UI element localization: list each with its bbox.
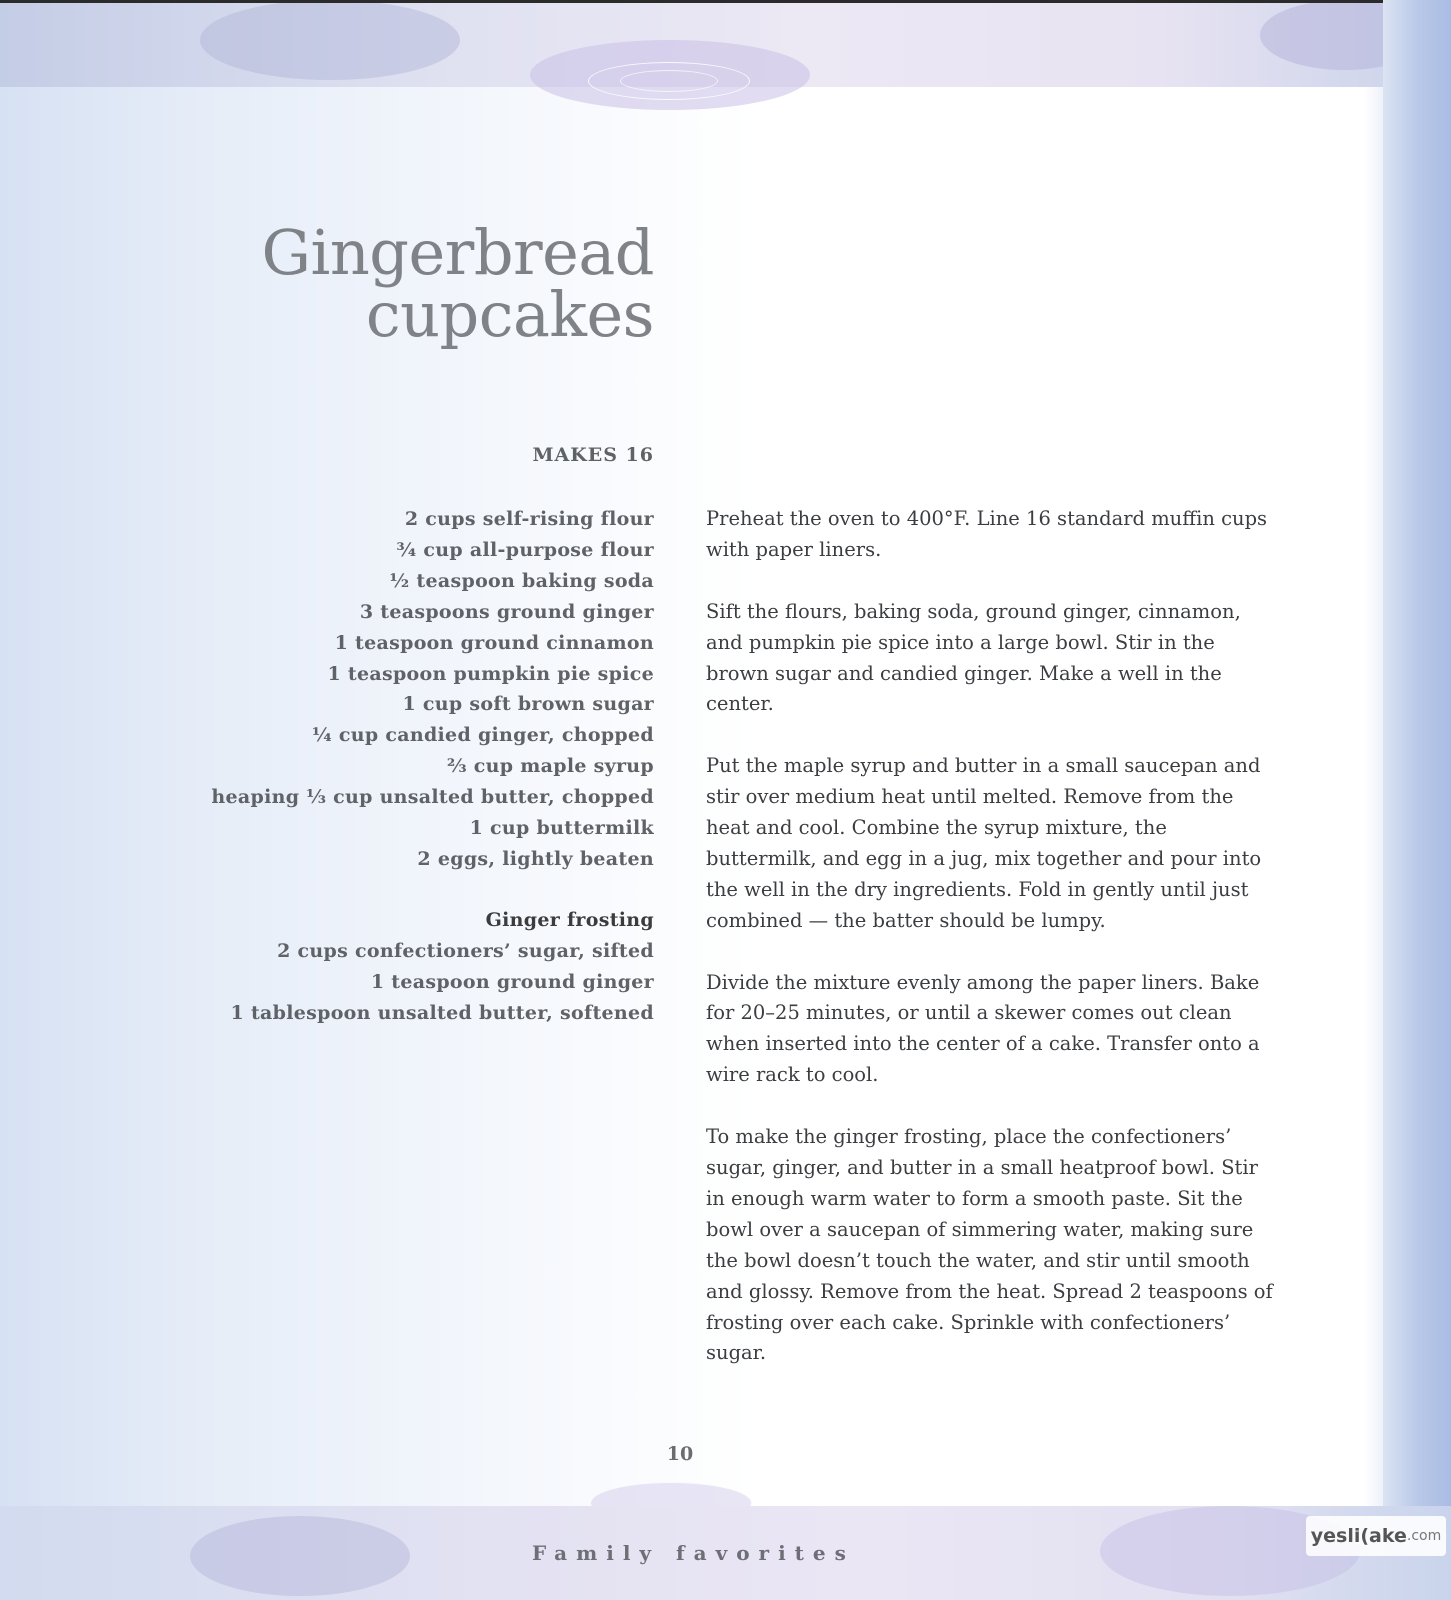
watermark-domain: .com — [1406, 1528, 1442, 1544]
watermark-logo — [1306, 1516, 1446, 1556]
ingredient-item: ⅔ cup maple syrup — [446, 755, 654, 778]
frosting-heading: Ginger frosting — [485, 908, 654, 931]
frosting-ingredient-item: 1 tablespoon unsalted butter, softened — [230, 1001, 654, 1024]
floral-decoration — [190, 1516, 410, 1596]
recipe-yield: MAKES 16 — [532, 444, 654, 466]
section-footer-label: Family favorites — [532, 1541, 855, 1565]
method-paragraph: Sift the flours, baking soda, ground ginger, cinnamon, and pumpkin pie spice into a large bowl. Stir in the brown sugar and candied ginger. Make a well in the center. — [706, 599, 1241, 716]
method-paragraph: To make the ginger frosting, place the confectioners’ sugar, ginger, and butter in a small heatproof bowl. Stir in enough warm water to form a smooth paste. Sit the bowl over a saucepan of simmering water, making sure the bowl doesn’t touch the water, and stir until smooth and glossy. Remove from the heat. Spread 2 teaspoons of frosting over each cake. Sprinkle with confectioners’ sugar. — [706, 1125, 1273, 1365]
recipe-title-line-2: cupcakes — [365, 278, 654, 351]
recipe-title — [261, 216, 654, 351]
page-binding-edge — [1383, 0, 1451, 1600]
watermark-text: yesli — [1310, 1525, 1361, 1547]
ingredient-item: ¾ cup all-purpose flour — [396, 538, 654, 561]
ingredient-item: ½ teaspoon baking soda — [389, 569, 654, 592]
ingredient-item: 1 cup soft brown sugar — [402, 693, 654, 716]
floral-decoration — [200, 0, 460, 80]
recipe-title-line-1: Gingerbread — [261, 216, 654, 289]
ingredient-item: 1 cup buttermilk — [469, 817, 654, 840]
ingredient-item: ¼ cup candied ginger, chopped — [311, 724, 654, 747]
page-edge-line — [0, 0, 1451, 3]
method-steps — [706, 504, 1276, 1400]
scroll-ornament-icon — [620, 70, 718, 92]
watermark-cake-icon: ( — [1360, 1525, 1370, 1547]
ingredient-list — [174, 504, 654, 1029]
frosting-ingredient-item: 2 cups confectioners’ sugar, sifted — [277, 939, 654, 962]
ingredient-item: 2 cups self-rising flour — [404, 508, 654, 530]
method-paragraph: Put the maple syrup and butter in a small saucepan and stir over medium heat until melted. Remove from the heat and cool. Combine the syrup mixture, the buttermilk, and egg in a jug, mix together and pour into the well in the dry ingredients. Fold in gently until just combined — the batter should be lumpy. — [706, 754, 1262, 932]
page-number: 10 — [666, 1443, 694, 1465]
ingredient-item: 3 teaspoons ground ginger — [359, 600, 654, 623]
ingredient-item: heaping ⅓ cup unsalted butter, chopped — [211, 786, 654, 809]
method-paragraph: Preheat the oven to 400°F. Line 16 standard muffin cups with paper liners. — [706, 507, 1268, 561]
ingredient-item: 1 teaspoon ground cinnamon — [334, 631, 654, 654]
watermark-text: ake — [1369, 1525, 1407, 1547]
ingredient-item: 2 eggs, lightly beaten — [417, 847, 654, 870]
method-paragraph: Divide the mixture evenly among the paper liners. Bake for 20–25 minutes, or until a skewer comes out clean when inserted into the center of a cake. Transfer onto a wire rack to cool. — [706, 970, 1260, 1087]
ingredient-item: 1 teaspoon pumpkin pie spice — [327, 662, 654, 685]
frosting-ingredient-item: 1 teaspoon ground ginger — [370, 970, 654, 993]
